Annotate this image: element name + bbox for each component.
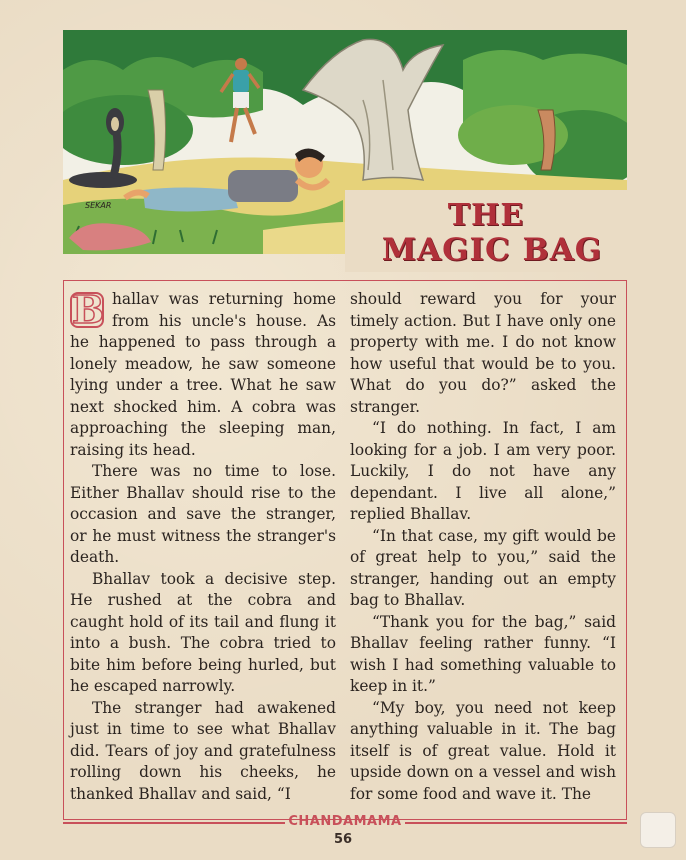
story-column-left	[70, 289, 336, 805]
title-line-2: MAGIC BAG	[381, 232, 603, 268]
story-paragraph: The stranger had awakened just in time to see what Bhallav did. Tears of joy and gratefulness rolling down his cheeks, he thanked Bhallav and said, “I	[70, 698, 336, 803]
story-paragraph: “In that case, my gift would be of great help to you,” said the stranger, handing out an empty bag to Bhallav.	[350, 526, 616, 609]
drop-cap: B	[72, 287, 105, 332]
corner-logo-icon	[640, 812, 676, 848]
title-line-1: THE	[447, 198, 525, 233]
story-paragraph: Bhallav took a decisive step. He rushed at the cobra and caught hold of its tail and flung it into a bush. The cobra tried to bite him before being hurled, but he escaped narrowly.	[70, 569, 336, 695]
story-paragraph: “My boy, you need not keep anything valuable in it. The bag itself is of great value. Hold it upside down on a vessel and wish for some food and wave it. The	[350, 698, 616, 803]
footer-rule-left	[63, 822, 285, 824]
story-paragraph: should reward you for your timely action. But I have only one property with me. I do not know how useful that would be to you. What do you do?” asked the stranger.	[350, 290, 616, 416]
footer-rule-right	[405, 822, 627, 824]
story-title	[345, 190, 627, 272]
page-number: 56	[333, 832, 353, 847]
paragraph-text: hallav was returning home from his uncle's house. As he happened to pass through a lonely meadow, he saw someone lying under a tree. What he saw next shocked him. A cobra was approaching the sleeping man, raising its head.	[70, 290, 336, 459]
story-column-right	[350, 289, 616, 805]
story-text-frame	[63, 280, 627, 820]
story-paragraph: There was no time to lose. Either Bhallav should rise to the occasion and save the stranger, or he must witness the stranger's death.	[70, 462, 336, 566]
magazine-name: CHANDAMAMA	[288, 814, 402, 829]
story-paragraph: “I do nothing. In fact, I am looking for a job. I am very poor. Luckily, I do not have any dependant. I live all alone,” replied Bhallav.	[350, 419, 616, 523]
story-paragraph	[70, 289, 336, 461]
page-footer	[63, 812, 627, 832]
story-paragraph: “Thank you for the bag,” said Bhallav feeling rather funny. “I wish I had something valuable to keep in it.”	[350, 612, 616, 695]
artist-signature: SEKAR	[85, 201, 112, 210]
